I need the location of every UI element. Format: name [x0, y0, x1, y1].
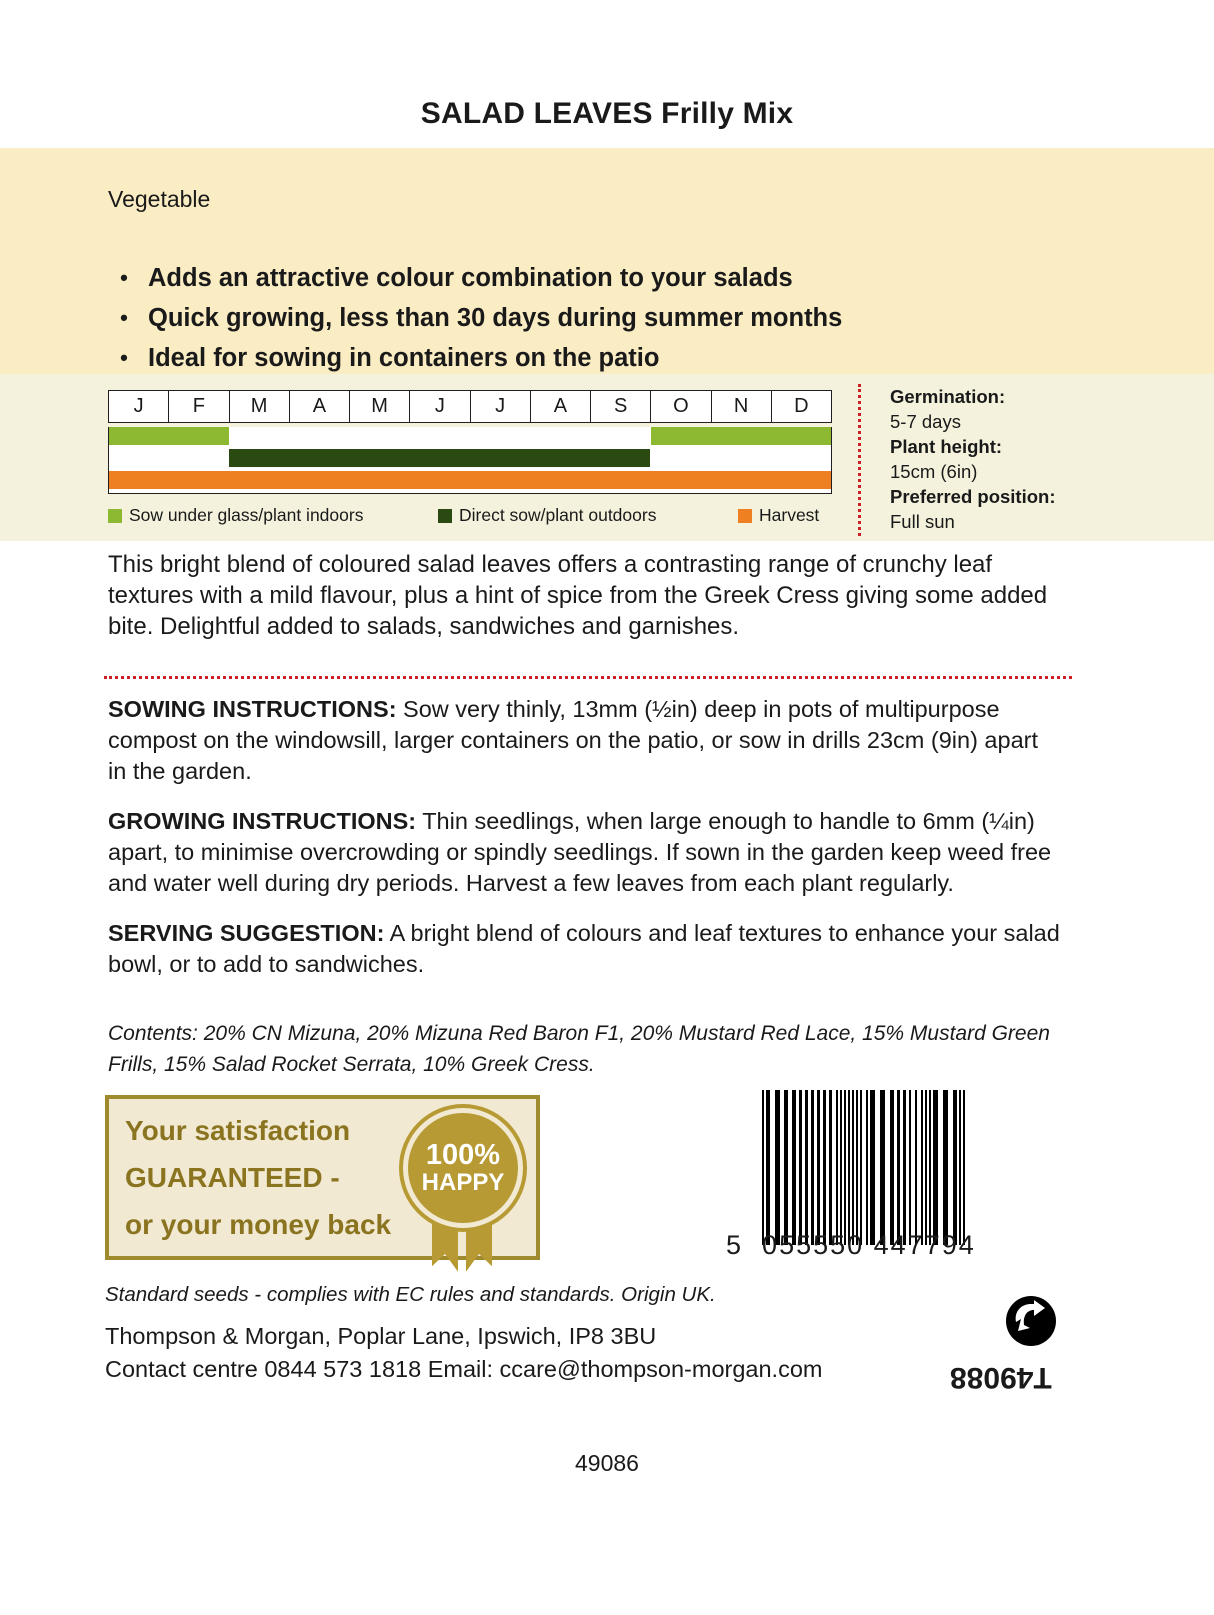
barcode-bars	[762, 1090, 1052, 1245]
calendar-track-sow-under-glass	[109, 427, 831, 445]
address-line: Thompson & Morgan, Poplar Lane, Ipswich, IP8 3BU	[105, 1323, 657, 1349]
sowing-calendar	[108, 390, 832, 494]
calendar-month-A: A	[531, 391, 591, 422]
bottom-code: 49086	[575, 1450, 639, 1476]
legend-label: Sow under glass/plant indoors	[129, 505, 364, 525]
rosette-icon	[404, 1109, 522, 1227]
legend-item	[438, 505, 738, 526]
calendar-track-direct-sow-outdoors	[109, 449, 831, 467]
category-label: Vegetable	[108, 186, 211, 212]
serving-suggestion	[108, 918, 1060, 980]
barcode	[762, 1090, 1052, 1245]
calendar-month-F: F	[169, 391, 229, 422]
bullet-text: Ideal for sowing in containers on the patio	[148, 344, 660, 372]
list-item	[100, 258, 1100, 298]
rosette-badge	[408, 1113, 518, 1223]
product-description: This bright blend of coloured salad leaves offers a contrasting range of crunchy leaf textures with a mild flavour, plus a hint of spice from the Greek Cress giving some added bite. Delightful added to salads, sandwiches and garnishes.	[108, 551, 1048, 640]
germination-value: 5-7 days	[890, 411, 961, 432]
contents-text: Contents: 20% CN Mizuna, 20% Mizuna Red Baron F1, 20% Mustard Red Lace, 15% Mustard Green Frills, 15% Salad Rocket Serrata, 10% Greek Cress.	[108, 1022, 1050, 1076]
standard-seeds-note: Standard seeds - complies with EC rules and standards. Origin UK.	[105, 1283, 716, 1306]
calendar-bar	[109, 471, 831, 489]
calendar-track-harvest	[109, 471, 831, 489]
guarantee-line-1: Your satisfaction	[125, 1115, 351, 1146]
legend-item	[108, 505, 438, 526]
calendar-month-header	[108, 390, 832, 423]
calendar-month-M: M	[230, 391, 290, 422]
internal-code-rotated: T49088	[950, 1361, 1052, 1394]
recycle-icon	[1005, 1295, 1057, 1347]
list-item	[100, 298, 1100, 338]
bullet-icon: •	[120, 265, 128, 290]
sowing-instructions	[108, 694, 1060, 787]
rosette-happy: HAPPY	[421, 1169, 505, 1196]
calendar-month-A: A	[290, 391, 350, 422]
contact-line: Contact centre 0844 573 1818 Email: ccare@thompson-morgan.com	[105, 1356, 823, 1382]
growing-instructions-body: Thin seedlings, when large enough to handle to 6mm (¼in) apart, to minimise overcrowding or spindly seedlings. If sown in the garden keep weed free and water well during dry periods. Harvest a few leaves from each plant regularly.	[108, 808, 1052, 896]
barcode-lead-digit: 5	[726, 1230, 744, 1260]
barcode-bar	[963, 1090, 965, 1245]
instructions-section	[108, 694, 1060, 999]
calendar-month-J: J	[109, 391, 169, 422]
list-item	[100, 338, 1100, 378]
growing-info	[890, 384, 1190, 534]
barcode-digits: 055550 447794	[762, 1230, 976, 1260]
barcode-number	[726, 1230, 1056, 1261]
growing-instructions-heading: GROWING INSTRUCTIONS:	[108, 808, 417, 834]
calendar-month-M: M	[350, 391, 410, 422]
company-address	[105, 1320, 822, 1386]
calendar-month-J: J	[471, 391, 531, 422]
legend-swatch-icon	[438, 509, 452, 523]
sowing-instructions-body: Sow very thinly, 13mm (½in) deep in pots of multipurpose compost on the windowsill, larger containers on the patio, or sow in drills 23cm (9in) apart in the garden.	[108, 696, 1038, 784]
calendar-bar	[651, 427, 832, 445]
plant-height-label: Plant height:	[890, 436, 1003, 457]
serving-suggestion-body: A bright blend of colours and leaf textures to enhance your salad bowl, or to add to sandwiches.	[108, 920, 1060, 977]
rosette-percent: 100%	[425, 1139, 501, 1171]
horizontal-divider	[104, 676, 1072, 679]
growing-instructions	[108, 806, 1060, 899]
bullet-icon: •	[120, 305, 128, 330]
legend-swatch-icon	[108, 509, 122, 523]
bullet-icon: •	[120, 345, 128, 370]
calendar-month-S: S	[591, 391, 651, 422]
guarantee-line-2: GUARANTEED -	[125, 1162, 340, 1193]
calendar-legend	[108, 505, 832, 526]
calendar-month-N: N	[712, 391, 772, 422]
plant-height-value: 15cm (6in)	[890, 461, 978, 482]
bullet-text: Adds an attractive colour combination to your salads	[148, 264, 793, 292]
calendar-tracks	[108, 427, 832, 494]
preferred-position-label: Preferred position:	[890, 486, 1056, 507]
preferred-position-value: Full sun	[890, 511, 955, 532]
feature-bullets	[100, 258, 1100, 378]
guarantee-text	[125, 1107, 425, 1248]
calendar-month-O: O	[651, 391, 711, 422]
legend-item	[738, 505, 819, 526]
calendar-month-D: D	[794, 395, 809, 417]
page-title: SALAD LEAVES Frilly Mix	[420, 97, 794, 130]
guarantee-line-3: or your money back	[125, 1209, 392, 1240]
calendar-bar	[229, 449, 650, 467]
legend-label: Direct sow/plant outdoors	[459, 505, 657, 525]
legend-label: Harvest	[759, 505, 820, 525]
serving-suggestion-heading: SERVING SUGGESTION:	[108, 920, 385, 946]
germination-label: Germination:	[890, 386, 1006, 407]
bullet-text: Quick growing, less than 30 days during summer months	[148, 304, 843, 332]
legend-swatch-icon	[738, 509, 752, 523]
calendar-bar	[109, 427, 229, 445]
vertical-divider	[858, 384, 861, 536]
sowing-instructions-heading: SOWING INSTRUCTIONS:	[108, 696, 397, 722]
guarantee-box	[105, 1095, 540, 1260]
calendar-month-J: J	[410, 391, 470, 422]
